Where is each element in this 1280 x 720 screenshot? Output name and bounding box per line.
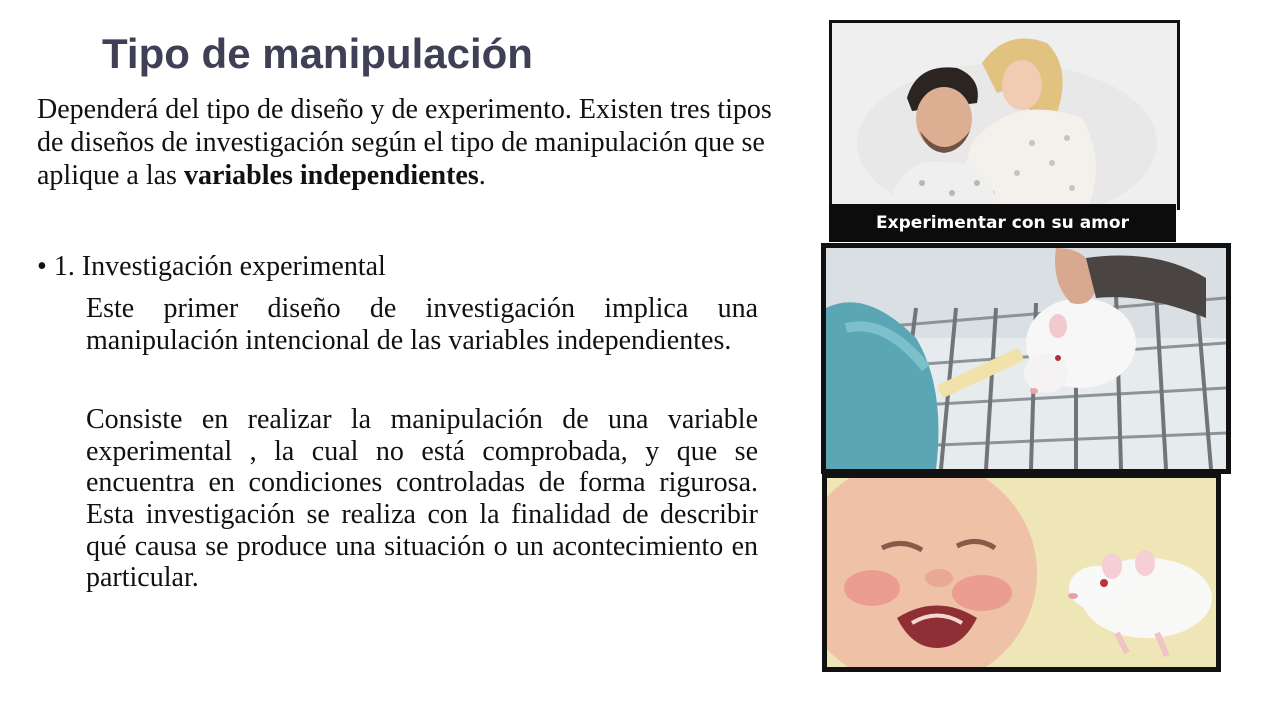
body-paragraph-1: Este primer diseño de investigación implica una manipulación intencional de las variables independientes. <box>86 293 758 356</box>
baby-and-rat-photo <box>822 473 1221 672</box>
couple-photo-caption: Experimentar con su amor <box>829 204 1176 242</box>
lab-mouse-photo <box>821 243 1231 474</box>
intro-paragraph <box>37 93 777 192</box>
bullet-item <box>37 250 386 284</box>
slide-title: Tipo de manipulación <box>102 30 533 77</box>
bullet-marker: • <box>37 251 47 282</box>
couple-photo <box>829 20 1180 210</box>
bullet-label: 1. Investigación experimental <box>53 251 386 282</box>
intro-bold-term: variables independientes <box>183 160 479 192</box>
intro-end: . <box>478 160 486 192</box>
intro-text: Dependerá del tipo de diseño y de experimento. Existen tres tipos de diseños de investigación según el tipo de manipulación que se aplique a las <box>37 94 772 192</box>
body-paragraph-2: Consiste en realizar la manipulación de una variable experimental , la cual no está comprobada, y que se encuentra en condiciones controladas de forma rigurosa. Esta investigación se realiza con la finalidad de describir qué causa se produce una situación o un acontecimiento en particular. <box>86 404 758 594</box>
